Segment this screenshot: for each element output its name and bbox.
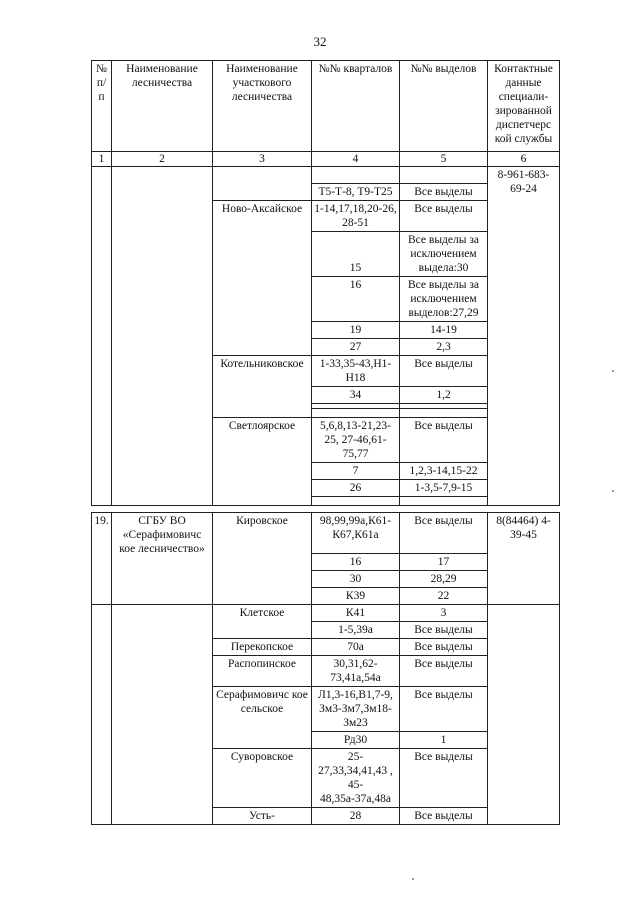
allotments-cell: 1 xyxy=(400,732,488,749)
allotments-cell: 1-3,5-7,9-15 xyxy=(400,480,488,497)
district-cell: Кировское xyxy=(213,513,312,605)
quarters-cell xyxy=(312,497,400,506)
district-cell: Распопинское xyxy=(213,656,312,687)
forestry-cell xyxy=(112,605,213,825)
quarters-cell: Л1,3-16,В1,7-9, Зм3-Зм7,Зм18-Зм23 xyxy=(312,687,400,732)
quarters-cell: 25-27,33,34,41,43 , 45-48,35а-37а,48а xyxy=(312,749,400,808)
district-cell: Серафимовичс кое сельское xyxy=(213,687,312,749)
quarters-cell: 34 xyxy=(312,387,400,404)
quarters-cell: Т5-Т-8, Т9-Т25 xyxy=(312,184,400,201)
quarters-cell: К39 xyxy=(312,588,400,605)
quarters-cell: 5,6,8,13-21,23-25, 27-46,61-75,77 xyxy=(312,418,400,463)
allotments-cell: 28,29 xyxy=(400,571,488,588)
contact-cell: 8-961-683-69-24 xyxy=(488,167,560,506)
header-number: № п/п xyxy=(92,61,112,152)
quarters-cell: 26 xyxy=(312,480,400,497)
allotments-cell: Все выделы за исключением выдела:30 xyxy=(400,232,488,277)
col-number-1: 1 xyxy=(92,152,112,167)
quarters-cell xyxy=(312,167,400,184)
quarters-cell: 28 xyxy=(312,808,400,825)
allotments-cell: 17 xyxy=(400,554,488,571)
col-number-2: 2 xyxy=(112,152,213,167)
district-cell: Клетское xyxy=(213,605,312,639)
quarters-cell: 98,99,99а,К61-К67,К61а xyxy=(312,513,400,554)
quarters-cell xyxy=(312,409,400,418)
quarters-cell: 30,31,62-73,41а,54а xyxy=(312,656,400,687)
number-cell xyxy=(92,605,112,825)
forestry-cell xyxy=(112,167,213,506)
quarters-cell: Рд30 xyxy=(312,732,400,749)
district-cell: Светлоярское xyxy=(213,418,312,506)
table-row xyxy=(92,167,560,184)
quarters-cell: 1-33,35-43,Н1-Н18 xyxy=(312,356,400,387)
header-district-forestry: Наименование участкового лесничества xyxy=(213,61,312,152)
col-number-3: 3 xyxy=(213,152,312,167)
quarters-cell: 70а xyxy=(312,639,400,656)
allotments-cell: Все выделы xyxy=(400,622,488,639)
allotments-cell xyxy=(400,497,488,506)
allotments-cell: Все выделы xyxy=(400,356,488,387)
quarters-cell: 1-5,39а xyxy=(312,622,400,639)
header-contacts: Контактные данные специали-зированной диспетчерс кой службы xyxy=(488,61,560,152)
number-cell xyxy=(92,167,112,506)
allotments-cell: Все выделы xyxy=(400,201,488,232)
number-cell: 19. xyxy=(92,513,112,605)
table-row xyxy=(92,605,560,622)
forestry-table xyxy=(91,60,560,825)
allotments-cell xyxy=(400,409,488,418)
allotments-cell: Все выделы xyxy=(400,808,488,825)
allotments-cell: Все выделы xyxy=(400,639,488,656)
table-row xyxy=(92,513,560,554)
column-number-row xyxy=(92,152,560,167)
allotments-cell: 2,3 xyxy=(400,339,488,356)
quarters-cell: 16 xyxy=(312,554,400,571)
page-number: 32 xyxy=(313,34,327,49)
allotments-cell: 22 xyxy=(400,588,488,605)
allotments-cell xyxy=(400,167,488,184)
district-cell: Суворовское xyxy=(213,749,312,808)
table-header-row xyxy=(92,61,560,152)
allotments-cell: 1,2 xyxy=(400,387,488,404)
quarters-cell: 16 xyxy=(312,277,400,322)
allotments-cell: 1,2,3-14,15-22 xyxy=(400,463,488,480)
quarters-cell: 15 xyxy=(312,232,400,277)
header-forestry: Наименование лесничества xyxy=(112,61,213,152)
quarters-cell: 19 xyxy=(312,322,400,339)
col-number-4: 4 xyxy=(312,152,400,167)
district-cell: Ново-Аксайское xyxy=(213,201,312,356)
col-number-6: 6 xyxy=(488,152,560,167)
contact-cell: 8(84464) 4-39-45 xyxy=(488,513,560,605)
scan-speck xyxy=(412,878,414,880)
contact-cell xyxy=(488,605,560,825)
allotments-cell: Все выделы xyxy=(400,184,488,201)
allotments-cell: Все выделы xyxy=(400,513,488,554)
allotments-cell: Все выделы за исключением выделов:27,29 xyxy=(400,277,488,322)
header-quarters: №№ кварталов xyxy=(312,61,400,152)
allotments-cell: 3 xyxy=(400,605,488,622)
quarters-cell: К41 xyxy=(312,605,400,622)
quarters-cell: 7 xyxy=(312,463,400,480)
col-number-5: 5 xyxy=(400,152,488,167)
allotments-cell: Все выделы xyxy=(400,687,488,732)
allotments-cell: Все выделы xyxy=(400,749,488,808)
allotments-cell: Все выделы xyxy=(400,418,488,463)
district-cell: Котельниковское xyxy=(213,356,312,418)
quarters-cell: 27 xyxy=(312,339,400,356)
district-cell: Усть- xyxy=(213,808,312,825)
header-allotments: №№ выделов xyxy=(400,61,488,152)
spacer-row xyxy=(92,506,560,513)
quarters-cell: 1-14,17,18,20-26, 28-51 xyxy=(312,201,400,232)
scan-speck xyxy=(612,490,614,492)
forestry-cell: СГБУ ВО «Серафимовичс кое лесничество» xyxy=(112,513,213,605)
district-cell: Перекопское xyxy=(213,639,312,656)
allotments-cell: Все выделы xyxy=(400,656,488,687)
quarters-cell: 30 xyxy=(312,571,400,588)
district-cell xyxy=(213,167,312,201)
scan-speck xyxy=(612,370,614,372)
allotments-cell: 14-19 xyxy=(400,322,488,339)
